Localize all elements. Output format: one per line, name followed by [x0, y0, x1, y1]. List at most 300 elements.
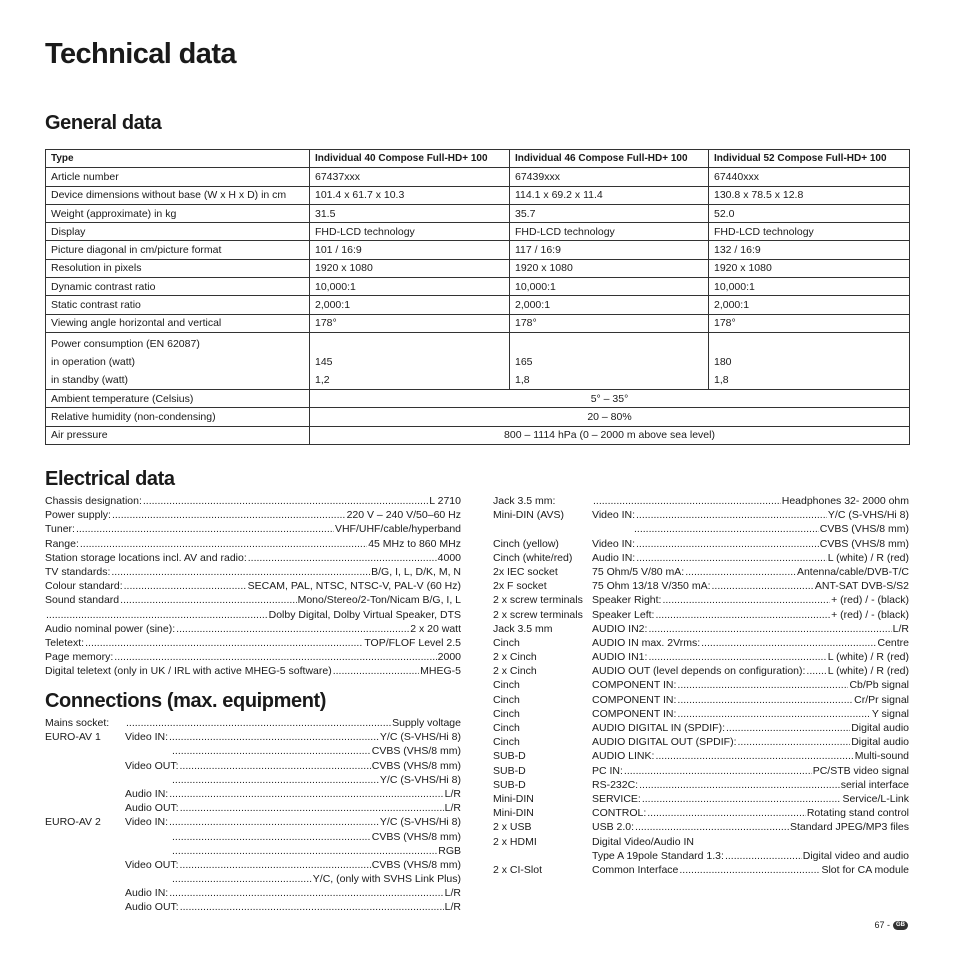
dot-leader	[248, 551, 437, 565]
connection-detail	[592, 835, 909, 849]
connection-line	[493, 593, 909, 607]
connection-line	[493, 749, 909, 763]
connection-line	[45, 730, 461, 744]
general-data-table	[45, 149, 910, 445]
connector-type: Cinch	[493, 736, 520, 749]
connection-signal: Y/C (S-VHS/Hi 8)	[379, 731, 461, 744]
connection-signal: L/R	[444, 901, 461, 914]
spec-line	[45, 664, 461, 678]
table-row	[46, 241, 910, 259]
dot-leader	[725, 849, 802, 863]
connection-signal: L (white) / R (red)	[827, 651, 909, 664]
connection-port: Audio IN:	[592, 551, 636, 564]
dot-leader	[685, 565, 796, 579]
table-cell: Weight (approximate) in kg	[46, 204, 310, 222]
dot-leader	[126, 716, 391, 730]
dot-leader	[636, 537, 819, 551]
table-cell: 178°	[510, 314, 709, 332]
connection-line	[493, 650, 909, 664]
power-operation-value: 165	[515, 355, 533, 368]
connection-port: Video OUT:	[125, 759, 179, 772]
spec-value: L 2710	[429, 495, 461, 507]
connection-detail	[592, 863, 909, 877]
connection-line	[493, 551, 909, 565]
connector-type: EURO-AV 2	[45, 816, 101, 829]
connection-detail	[592, 849, 909, 863]
connection-detail	[592, 508, 909, 522]
spec-line	[45, 551, 461, 565]
table-cell: Device dimensions without base (W x H x D) in cm	[46, 186, 310, 204]
connection-detail	[171, 830, 461, 844]
page-title: Technical data	[45, 38, 236, 70]
dot-leader	[85, 636, 363, 650]
connection-line	[45, 830, 461, 844]
connection-port: AUDIO DIGITAL OUT (SPDIF):	[592, 736, 737, 749]
connection-detail	[171, 844, 461, 858]
connection-line	[45, 773, 461, 787]
connection-signal: + (red) / - (black)	[831, 608, 909, 621]
connection-signal: Digital audio	[851, 736, 909, 749]
connection-signal: CVBS (VHS/8 mm)	[371, 858, 461, 871]
dot-leader	[169, 886, 443, 900]
spec-line	[45, 522, 461, 536]
table-header-cell: Type	[46, 150, 310, 168]
dot-leader	[677, 693, 853, 707]
dot-leader	[624, 764, 812, 778]
connection-line	[45, 716, 461, 730]
connection-port: AUDIO DIGITAL IN (SPDIF):	[592, 722, 726, 734]
table-cell: 130.8 x 78.5 x 12.8	[709, 186, 910, 204]
connection-detail	[592, 664, 909, 678]
connection-port: Speaker Right:	[592, 594, 662, 607]
connection-signal: CVBS (VHS/8 mm)	[371, 745, 461, 758]
power-standby-value: 1,2	[315, 373, 330, 386]
table-cell	[510, 332, 709, 389]
connection-line	[45, 844, 461, 858]
connection-line	[45, 886, 461, 900]
table-cell: 67439xxx	[510, 168, 709, 186]
table-row	[46, 296, 910, 314]
connection-port: AUDIO LINK:	[592, 750, 655, 763]
dot-leader	[639, 778, 840, 792]
table-header-row	[46, 150, 910, 168]
dot-leader	[701, 636, 876, 650]
power-operation-value: 180	[714, 355, 732, 368]
connection-detail	[592, 749, 909, 763]
dot-leader	[711, 579, 813, 593]
connection-signal: Service/L-Link	[842, 792, 909, 805]
spec-value: Dolby Digital, Dolby Virtual Speaker, DTS	[268, 608, 461, 621]
power-operation-value: 145	[315, 355, 333, 368]
spec-value: SECAM, PAL, NTSC, NTSC-V, PAL-V (60 Hz)	[247, 580, 461, 593]
dot-leader	[172, 872, 312, 886]
connection-signal: Digital video and audio	[802, 849, 909, 862]
table-cell: 67437xxx	[310, 168, 510, 186]
table-row	[46, 426, 910, 444]
connection-detail	[125, 858, 461, 872]
connection-line	[493, 636, 909, 650]
connection-detail	[125, 801, 461, 815]
table-cell: 5° – 35°	[310, 389, 910, 407]
connection-detail	[125, 759, 461, 773]
dot-leader	[169, 815, 379, 829]
connection-signal: Headphones 32- 2000 ohm	[781, 495, 909, 507]
connection-port: RS-232C:	[592, 778, 639, 791]
table-cell: 2,000:1	[709, 296, 910, 314]
connection-line	[493, 622, 909, 636]
spec-label: Tuner:	[45, 523, 75, 536]
spacer	[515, 335, 703, 353]
dot-leader	[172, 773, 379, 787]
power-standby-value: 1,8	[714, 373, 729, 386]
connection-signal: Standard JPEG/MP3 files	[789, 821, 909, 834]
connection-signal: Antenna/cable/DVB-T/C	[796, 565, 909, 578]
connection-line	[493, 579, 909, 593]
table-cell: 52.0	[709, 204, 910, 222]
connection-signal: Y/C, (only with SVHS Link Plus)	[312, 873, 461, 886]
table-cell: Picture diagonal in cm/picture format	[46, 241, 310, 259]
spec-line	[45, 593, 461, 607]
connection-signal: serial interface	[840, 778, 909, 791]
dot-leader	[76, 522, 334, 536]
spec-value: TOP/FLOF Level 2.5	[364, 636, 461, 649]
dot-leader	[655, 749, 853, 763]
connection-detail	[592, 792, 909, 806]
table-row	[46, 389, 910, 407]
connection-line	[493, 806, 909, 820]
connection-signal: CVBS (VHS/8 mm)	[819, 523, 909, 536]
connector-type: Cinch (yellow)	[493, 537, 559, 550]
dot-leader	[112, 508, 346, 522]
connector-type: Mini-DIN	[493, 792, 534, 805]
connection-signal: Centre	[877, 636, 909, 649]
table-cell: Air pressure	[46, 426, 310, 444]
table-cell: 67440xxx	[709, 168, 910, 186]
connection-port: Audio OUT:	[125, 901, 179, 914]
table-cell	[310, 332, 510, 389]
connection-port: Speaker Left:	[592, 608, 655, 621]
table-cell: 800 – 1114 hPa (0 – 2000 m above sea level)	[310, 426, 910, 444]
connection-signal: Slot for CA module	[821, 863, 909, 876]
dot-leader	[662, 593, 830, 607]
connector-type: SUB-D	[493, 778, 526, 791]
connection-detail	[125, 716, 461, 730]
spec-value: VHF/UHF/cable/hyperband	[334, 523, 461, 536]
table-row	[46, 204, 910, 222]
connection-signal: Y/C (S-VHS/Hi 8)	[379, 816, 461, 829]
connection-signal: L (white) / R (red)	[827, 665, 909, 678]
connection-port: CONTROL:	[592, 807, 647, 820]
connection-signal: ANT-SAT DVB-S/S2	[814, 580, 909, 593]
connection-line	[45, 801, 461, 815]
table-row-power	[46, 332, 910, 389]
connection-detail	[633, 522, 909, 536]
connection-line	[493, 764, 909, 778]
table-cell: 10,000:1	[510, 278, 709, 296]
dot-leader	[46, 608, 268, 622]
connection-signal: Cb/Pb signal	[849, 679, 909, 692]
table-cell: 117 / 16:9	[510, 241, 709, 259]
connection-detail	[592, 537, 909, 551]
table-cell	[46, 332, 310, 389]
table-cell: 35.7	[510, 204, 709, 222]
table-header-cell: Individual 52 Compose Full-HD+ 100	[709, 150, 910, 168]
connector-type: SUB-D	[493, 764, 526, 777]
spec-line	[45, 622, 461, 636]
connection-detail	[171, 773, 461, 787]
gb-language-badge: GB	[893, 921, 908, 930]
connector-type: Cinch (white/red)	[493, 551, 573, 564]
table-cell: 114.1 x 69.2 x 11.4	[510, 186, 709, 204]
spacer	[714, 335, 904, 353]
connection-detail	[125, 900, 461, 914]
dot-leader	[677, 707, 870, 721]
connection-detail	[592, 494, 909, 508]
connection-signal: L/R	[444, 887, 461, 900]
table-cell: Display	[46, 223, 310, 241]
dot-leader	[648, 650, 826, 664]
connection-port: 75 Ohm 13/18 V/350 mA:	[592, 580, 711, 593]
connection-port: Video OUT:	[125, 858, 179, 871]
connection-line	[493, 707, 909, 721]
connection-port: COMPONENT IN:	[592, 693, 677, 706]
dot-leader	[635, 820, 789, 834]
dot-leader	[333, 664, 419, 678]
connection-line	[45, 759, 461, 773]
dot-leader	[648, 622, 891, 636]
dot-leader	[180, 858, 371, 872]
connector-type: Mains socket:	[45, 717, 110, 729]
connection-port: AUDIO IN1:	[592, 651, 648, 664]
connection-detail	[592, 806, 909, 820]
table-row	[46, 408, 910, 426]
connector-type: 2 x Cinch	[493, 651, 537, 664]
connection-detail	[592, 693, 909, 707]
connection-line	[45, 900, 461, 914]
table-cell	[709, 332, 910, 389]
table-cell: Article number	[46, 168, 310, 186]
connection-detail	[171, 744, 461, 758]
table-cell: 1920 x 1080	[310, 259, 510, 277]
connection-detail	[125, 787, 461, 801]
dot-leader	[172, 830, 371, 844]
connection-signal: RGB	[438, 844, 461, 857]
table-cell: Dynamic contrast ratio	[46, 278, 310, 296]
dot-leader	[647, 806, 806, 820]
electrical-data-list	[45, 494, 461, 678]
connector-type: 2x IEC socket	[493, 565, 558, 578]
table-row	[46, 223, 910, 241]
spec-label: Power supply:	[45, 509, 111, 522]
table-cell: FHD-LCD technology	[510, 223, 709, 241]
connection-port: Digital Video/Audio IN	[592, 835, 694, 848]
connector-type: Cinch	[493, 722, 520, 734]
dot-leader	[172, 744, 371, 758]
dot-leader	[737, 735, 850, 749]
spec-value: B/G, I, L, D/K, M, N	[371, 565, 461, 578]
table-cell: 31.5	[310, 204, 510, 222]
dot-leader	[80, 537, 367, 551]
spec-value: Mono/Stereo/2-Ton/Nicam B/G, I, L	[297, 594, 461, 607]
connector-type: 2 x CI-Slot	[493, 863, 543, 876]
connection-detail	[592, 735, 909, 749]
spec-label: Station storage locations incl. AV and radio:	[45, 551, 247, 564]
table-cell: Resolution in pixels	[46, 259, 310, 277]
table-cell: 178°	[310, 314, 510, 332]
dot-leader	[180, 759, 371, 773]
connection-line	[493, 565, 909, 579]
table-cell: 20 – 80%	[310, 408, 910, 426]
spec-value: 45 MHz to 860 MHz	[368, 537, 461, 550]
connection-port: COMPONENT IN:	[592, 679, 677, 692]
connection-port: AUDIO IN max. 2Vrms:	[592, 636, 701, 649]
page-footer	[874, 920, 908, 930]
table-cell: 132 / 16:9	[709, 241, 910, 259]
connection-port: Video IN:	[125, 731, 168, 744]
spec-line	[45, 537, 461, 551]
dot-leader	[180, 801, 444, 815]
spec-line	[45, 608, 461, 622]
dot-leader	[124, 579, 247, 593]
connection-line	[45, 872, 461, 886]
spec-value: MHEG-5	[420, 665, 461, 678]
connection-line	[45, 744, 461, 758]
connection-signal: CVBS (VHS/8 mm)	[371, 759, 461, 772]
connection-signal: CVBS (VHS/8 mm)	[819, 537, 909, 550]
table-cell: 2,000:1	[310, 296, 510, 314]
connector-type: SUB-D	[493, 750, 526, 763]
dot-leader	[114, 650, 436, 664]
connector-type: Mini-DIN (AVS)	[493, 509, 564, 522]
connector-type: Jack 3.5 mm	[493, 622, 553, 635]
table-row	[46, 259, 910, 277]
table-cell: FHD-LCD technology	[709, 223, 910, 241]
spacer	[315, 335, 504, 353]
connector-type: 2 x screw terminals	[493, 594, 583, 607]
connection-detail	[592, 622, 909, 636]
spec-label: Colour standard:	[45, 580, 123, 593]
connection-signal: Cr/Pr signal	[854, 693, 909, 706]
connection-detail	[592, 778, 909, 792]
connection-line	[493, 494, 909, 508]
connection-signal: L/R	[892, 622, 909, 635]
connector-type: 2 x HDMI	[493, 835, 537, 848]
general-data-heading: General data	[45, 112, 162, 134]
connection-port: SERVICE:	[592, 792, 641, 805]
spec-line	[45, 579, 461, 593]
dot-leader	[655, 608, 830, 622]
connector-type: 2 x screw terminals	[493, 608, 583, 621]
power-label: in standby (watt)	[51, 373, 129, 386]
connection-detail	[125, 886, 461, 900]
spec-label: Range:	[45, 537, 79, 550]
dot-leader	[634, 522, 819, 536]
spec-line	[45, 508, 461, 522]
dot-leader	[636, 551, 827, 565]
spec-line	[45, 636, 461, 650]
connector-type: EURO-AV 1	[45, 731, 101, 744]
connection-line	[493, 537, 909, 551]
connection-port: AUDIO OUT (level depends on configuration):	[592, 665, 806, 678]
connection-signal: L/R	[444, 802, 461, 815]
table-cell: Ambient temperature (Celsius)	[46, 389, 310, 407]
table-cell: 101.4 x 61.7 x 10.3	[310, 186, 510, 204]
connection-line	[493, 849, 909, 863]
spec-label: Audio nominal power (sine):	[45, 622, 176, 635]
dot-leader	[593, 494, 781, 508]
connection-detail	[171, 872, 461, 886]
connector-type: Cinch	[493, 636, 520, 649]
connection-port: 75 Ohm/5 V/80 mA:	[592, 565, 685, 578]
connection-line	[45, 787, 461, 801]
connection-line	[493, 693, 909, 707]
connection-detail	[592, 678, 909, 692]
power-label: Power consumption (EN 62087)	[51, 337, 200, 350]
connections-list-left	[45, 716, 461, 915]
table-cell: Viewing angle horizontal and vertical	[46, 314, 310, 332]
connection-line	[493, 835, 909, 849]
connector-type: Cinch	[493, 679, 520, 692]
connection-detail	[125, 815, 461, 829]
connection-detail	[592, 820, 909, 834]
connection-line	[493, 735, 909, 749]
page-number: 67 -	[874, 920, 890, 930]
power-standby-value: 1,8	[515, 373, 530, 386]
connector-type: Mini-DIN	[493, 807, 534, 820]
connection-line	[493, 721, 909, 735]
dot-leader	[111, 565, 370, 579]
table-cell: 2,000:1	[510, 296, 709, 314]
connection-port: Type A 19pole Standard 1.3:	[592, 849, 724, 862]
spec-line	[45, 494, 461, 508]
spec-value: 2000	[437, 651, 461, 664]
connection-signal: PC/STB video signal	[812, 764, 909, 777]
spec-value: 220 V – 240 V/50–60 Hz	[346, 509, 461, 522]
spec-label: Page memory:	[45, 651, 114, 664]
connection-detail	[592, 565, 909, 579]
table-cell: Relative humidity (non-condensing)	[46, 408, 310, 426]
table-row	[46, 314, 910, 332]
connection-port: COMPONENT IN:	[592, 707, 677, 720]
connector-type: Jack 3.5 mm:	[493, 495, 556, 507]
connection-signal: Y/C (S-VHS/Hi 8)	[827, 509, 909, 522]
connection-detail	[592, 721, 909, 735]
connection-detail	[592, 593, 909, 607]
power-label: in operation (watt)	[51, 355, 136, 368]
table-cell: 10,000:1	[709, 278, 910, 296]
connection-port: Common Interface	[592, 863, 679, 876]
connection-signal: Y signal	[871, 707, 909, 720]
connector-type: 2 x USB	[493, 821, 532, 834]
connection-port: AUDIO IN2:	[592, 622, 648, 635]
dot-leader	[636, 508, 827, 522]
connection-detail	[592, 551, 909, 565]
connection-port: USB 2.0:	[592, 821, 635, 834]
dot-leader	[169, 787, 443, 801]
table-cell: FHD-LCD technology	[310, 223, 510, 241]
connection-line	[493, 863, 909, 877]
connection-line	[493, 778, 909, 792]
connection-detail	[592, 636, 909, 650]
connection-line	[493, 792, 909, 806]
table-cell: 10,000:1	[310, 278, 510, 296]
connection-line	[493, 664, 909, 678]
connection-signal: Digital audio	[851, 722, 909, 734]
table-row	[46, 186, 910, 204]
dot-leader	[180, 900, 444, 914]
connector-type: Cinch	[493, 707, 520, 720]
table-cell: 1920 x 1080	[510, 259, 709, 277]
